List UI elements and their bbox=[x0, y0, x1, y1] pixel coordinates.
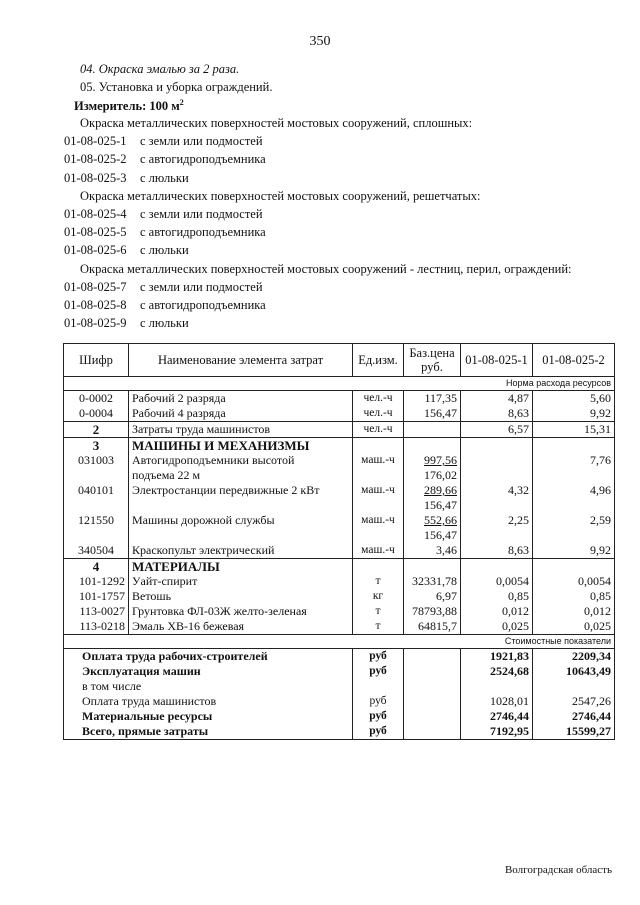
machine-price: 289,66 bbox=[424, 483, 457, 497]
cell-value-2: 9,92 bbox=[533, 406, 615, 422]
cell-empty bbox=[404, 694, 461, 709]
machine-row bbox=[64, 483, 615, 513]
cost-name: Материальные ресурсы bbox=[64, 709, 353, 724]
intro-step-05: 05. Установка и уборка ограждений. bbox=[80, 80, 273, 94]
variant-code: 01-08-025-8 bbox=[64, 298, 127, 312]
header-name: Наименование элемента затрат bbox=[129, 344, 353, 377]
machine-name-cont: подъема 22 м bbox=[132, 468, 201, 482]
variant-desc: с земли или подмостей bbox=[140, 207, 263, 221]
cell-name: Эмаль ХВ-16 бежевая bbox=[129, 619, 353, 635]
cell-value-1 bbox=[461, 679, 533, 694]
cell-code: 0-0004 bbox=[64, 406, 129, 422]
header-col2: 01-08-025-2 bbox=[533, 344, 615, 377]
cell-value-2: 4,96 bbox=[533, 483, 615, 513]
cost-label-row bbox=[64, 635, 615, 649]
variant-code: 01-08-025-9 bbox=[64, 316, 127, 331]
cell-unit bbox=[353, 679, 404, 694]
section-number: 4 bbox=[64, 559, 129, 575]
cell-empty bbox=[404, 649, 461, 665]
cell-unit: руб bbox=[353, 724, 404, 740]
variant-item bbox=[64, 280, 263, 295]
cell-name: Уайт-спирит bbox=[129, 574, 353, 589]
cell-price bbox=[404, 543, 461, 559]
cell-value-1: 0,85 bbox=[461, 589, 533, 604]
cell-name bbox=[129, 453, 353, 483]
machine-row bbox=[64, 513, 615, 543]
cell-name: Затраты труда машинистов bbox=[129, 422, 353, 438]
cell-price: 64815,7 bbox=[404, 619, 461, 635]
measure-unit bbox=[74, 98, 184, 114]
cell-unit: т bbox=[353, 574, 404, 589]
variant-desc: с люльки bbox=[140, 243, 189, 258]
measure-label: Измеритель: 100 м bbox=[74, 99, 180, 114]
cost-row bbox=[64, 694, 615, 709]
cost-name: Оплата труда рабочих-строителей bbox=[64, 649, 353, 665]
labor-row bbox=[64, 391, 615, 407]
cell-value-1: 6,57 bbox=[461, 422, 533, 438]
machines-section-row bbox=[64, 438, 615, 454]
cell-empty bbox=[404, 724, 461, 740]
cell-price: 32331,78 bbox=[404, 574, 461, 589]
cell-value-2: 2209,34 bbox=[533, 649, 615, 665]
cell-unit: чел.-ч bbox=[353, 406, 404, 422]
cell-code: 031003 bbox=[64, 453, 129, 483]
machinist-wage-price: 156,47 bbox=[424, 498, 457, 512]
cost-row bbox=[64, 724, 615, 740]
cell-value-1: 1921,83 bbox=[461, 649, 533, 665]
cell-value-2 bbox=[533, 679, 615, 694]
variant-item bbox=[64, 298, 266, 313]
material-row bbox=[64, 604, 615, 619]
cell-value-2: 7,76 bbox=[533, 453, 615, 483]
cell-code: 0-0002 bbox=[64, 391, 129, 407]
section-number: 3 bbox=[64, 438, 129, 454]
variant-item bbox=[64, 207, 263, 222]
variant-item bbox=[64, 134, 263, 149]
variant-item bbox=[64, 171, 189, 186]
cost-row bbox=[64, 679, 615, 694]
cost-row bbox=[64, 649, 615, 665]
cell-code: 101-1757 bbox=[64, 589, 129, 604]
cell-empty bbox=[461, 438, 533, 454]
header-unit: Ед.изм. bbox=[353, 344, 404, 377]
cell-value-2: 2547,26 bbox=[533, 694, 615, 709]
cell-unit: маш.-ч bbox=[353, 543, 404, 559]
variant-code: 01-08-025-3 bbox=[64, 170, 127, 185]
machine-price: 3,46 bbox=[436, 543, 457, 557]
variant-desc: с автогидроподъемника bbox=[140, 298, 266, 312]
cost-label-row-label: Стоимостные показатели bbox=[64, 635, 615, 649]
machinist-row bbox=[64, 422, 615, 438]
variant-desc: с автогидроподъемника bbox=[140, 152, 266, 167]
cell-value-2: 2746,44 bbox=[533, 709, 615, 724]
cell-unit: руб bbox=[353, 694, 404, 709]
cell-value-1: 0,012 bbox=[461, 604, 533, 619]
cell-value-1 bbox=[461, 453, 533, 483]
variant-code: 01-08-025-7 bbox=[64, 279, 127, 294]
cell-value-1: 2746,44 bbox=[461, 709, 533, 724]
cost-row bbox=[64, 709, 615, 724]
cell-price: 6,97 bbox=[404, 589, 461, 604]
cell-value-1: 1028,01 bbox=[461, 694, 533, 709]
cost-name: Оплата труда машинистов bbox=[64, 694, 353, 709]
cell-unit: руб bbox=[353, 649, 404, 665]
cell-unit: кг bbox=[353, 589, 404, 604]
norm-row-label: Норма расхода ресурсов bbox=[64, 377, 615, 391]
cell-value-1: 8,63 bbox=[461, 543, 533, 559]
variant-desc: с земли или подмостей bbox=[140, 279, 263, 294]
cost-name: Эксплуатация машин bbox=[64, 664, 353, 679]
header-code: Шифр bbox=[64, 344, 129, 377]
cost-row bbox=[64, 664, 615, 679]
material-row bbox=[64, 589, 615, 604]
cell-price bbox=[404, 422, 461, 438]
cell-unit: маш.-ч bbox=[353, 513, 404, 543]
footer-region: Волгоградская область bbox=[504, 864, 612, 876]
machine-name: Машины дорожной службы bbox=[132, 513, 275, 527]
machine-price: 997,56 bbox=[424, 453, 457, 467]
cell-empty bbox=[404, 559, 461, 575]
cell-value-2: 10643,49 bbox=[533, 664, 615, 679]
page-number: 350 bbox=[309, 34, 331, 49]
cell-value-1: 0,025 bbox=[461, 619, 533, 635]
group-title: Окраска металлических поверхностей мостовых сооружений, решетчатых: bbox=[80, 188, 481, 203]
cell-price: 78793,88 bbox=[404, 604, 461, 619]
cell-price bbox=[404, 483, 461, 513]
machine-row bbox=[64, 453, 615, 483]
variant-code: 01-08-025-1 bbox=[64, 134, 127, 149]
cell-empty bbox=[404, 664, 461, 679]
variant-item bbox=[64, 316, 189, 331]
cell-price bbox=[404, 513, 461, 543]
cell-empty bbox=[404, 438, 461, 454]
cell-code: 113-0027 bbox=[64, 604, 129, 619]
cell-empty bbox=[353, 438, 404, 454]
cell-name: Рабочий 4 разряда bbox=[129, 406, 353, 422]
cell-value-1: 2524,68 bbox=[461, 664, 533, 679]
cell-unit: руб bbox=[353, 709, 404, 724]
cell-code: 040101 bbox=[64, 483, 129, 513]
cost-name: в том числе bbox=[64, 679, 353, 694]
cell-value-2: 0,025 bbox=[533, 619, 615, 635]
variant-desc: с люльки bbox=[140, 316, 189, 331]
variant-desc: с люльки bbox=[140, 170, 189, 185]
cell-unit: чел.-ч bbox=[353, 422, 404, 438]
variant-code: 01-08-025-5 bbox=[64, 225, 127, 240]
materials-section-row bbox=[64, 559, 615, 575]
cell-price: 156,47 bbox=[404, 406, 461, 422]
cell-name bbox=[129, 513, 353, 543]
variant-code: 01-08-025-2 bbox=[64, 152, 127, 167]
variant-item bbox=[64, 243, 189, 258]
cost-name: Всего, прямые затраты bbox=[64, 724, 353, 740]
machine-price: 552,66 bbox=[424, 513, 457, 527]
cell-value-2: 0,0054 bbox=[533, 574, 615, 589]
cell-value-1: 2,25 bbox=[461, 513, 533, 543]
cell-unit: руб bbox=[353, 664, 404, 679]
machinist-wage-price: 176,02 bbox=[424, 468, 457, 482]
measure-sup: 2 bbox=[179, 98, 184, 107]
resource-table bbox=[63, 343, 615, 740]
cell-empty bbox=[353, 559, 404, 575]
material-row bbox=[64, 619, 615, 635]
cell-value-2: 0,012 bbox=[533, 604, 615, 619]
section-title: МАШИНЫ И МЕХАНИЗМЫ bbox=[129, 438, 353, 454]
cell-value-1: 7192,95 bbox=[461, 724, 533, 740]
norm-row bbox=[64, 377, 615, 391]
cell-empty bbox=[404, 679, 461, 694]
group-title: Окраска металлических поверхностей мостовых сооружений, сплошных: bbox=[80, 116, 473, 130]
cell-value-1: 4,87 bbox=[461, 391, 533, 407]
variant-code: 01-08-025-4 bbox=[64, 207, 127, 221]
cell-empty bbox=[461, 559, 533, 575]
machine-name: Краскопульт электрический bbox=[132, 543, 275, 557]
cell-value-1: 8,63 bbox=[461, 406, 533, 422]
cell-unit: маш.-ч bbox=[353, 483, 404, 513]
header-col1: 01-08-025-1 bbox=[461, 344, 533, 377]
variant-desc: с земли или подмостей bbox=[140, 134, 263, 149]
cell-name: Рабочий 2 разряда bbox=[129, 391, 353, 407]
group-title: Окраска металлических поверхностей мостовых сооружений - лестниц, перил, ограждений: bbox=[80, 261, 572, 276]
cell-code: 121550 bbox=[64, 513, 129, 543]
cell-name: Грунтовка ФЛ-03Ж желто-зеленая bbox=[129, 604, 353, 619]
cell-name bbox=[129, 543, 353, 559]
cell-empty bbox=[404, 709, 461, 724]
cell-name bbox=[129, 483, 353, 513]
cell-unit: маш.-ч bbox=[353, 453, 404, 483]
cell-unit: чел.-ч bbox=[353, 391, 404, 407]
table-header-row bbox=[64, 344, 615, 377]
cell-code: 113-0218 bbox=[64, 619, 129, 635]
material-row bbox=[64, 574, 615, 589]
cell-value-2: 2,59 bbox=[533, 513, 615, 543]
cell-empty bbox=[533, 559, 615, 575]
variant-item bbox=[64, 225, 266, 240]
variant-code: 01-08-025-6 bbox=[64, 243, 127, 258]
cell-code: 101-1292 bbox=[64, 574, 129, 589]
machinist-wage-price: 156,47 bbox=[424, 528, 457, 542]
variant-desc: с автогидроподъемника bbox=[140, 225, 266, 240]
cell-value-2: 9,92 bbox=[533, 543, 615, 559]
cell-price: 117,35 bbox=[404, 391, 461, 407]
header-price: Баз.цена руб. bbox=[404, 344, 461, 377]
cell-value-2: 15,31 bbox=[533, 422, 615, 438]
cell-empty bbox=[533, 438, 615, 454]
cell-price bbox=[404, 453, 461, 483]
cell-value-2: 5,60 bbox=[533, 391, 615, 407]
cell-name: Ветошь bbox=[129, 589, 353, 604]
cell-value-1: 4,32 bbox=[461, 483, 533, 513]
machine-name: Автогидроподъемники высотой bbox=[132, 453, 295, 467]
cell-value-2: 15599,27 bbox=[533, 724, 615, 740]
cell-unit: т bbox=[353, 604, 404, 619]
cell-unit: т bbox=[353, 619, 404, 635]
intro-step-04: 04. Окраска эмалью за 2 раза. bbox=[80, 62, 240, 76]
cell-value-2: 0,85 bbox=[533, 589, 615, 604]
section-title: МАТЕРИАЛЫ bbox=[129, 559, 353, 575]
machine-name: Электростанции передвижные 2 кВт bbox=[132, 483, 320, 497]
cell-code: 2 bbox=[64, 422, 129, 438]
cell-code: 340504 bbox=[64, 543, 129, 559]
variant-item bbox=[64, 152, 266, 167]
cell-value-1: 0,0054 bbox=[461, 574, 533, 589]
labor-row bbox=[64, 406, 615, 422]
machine-row bbox=[64, 543, 615, 559]
